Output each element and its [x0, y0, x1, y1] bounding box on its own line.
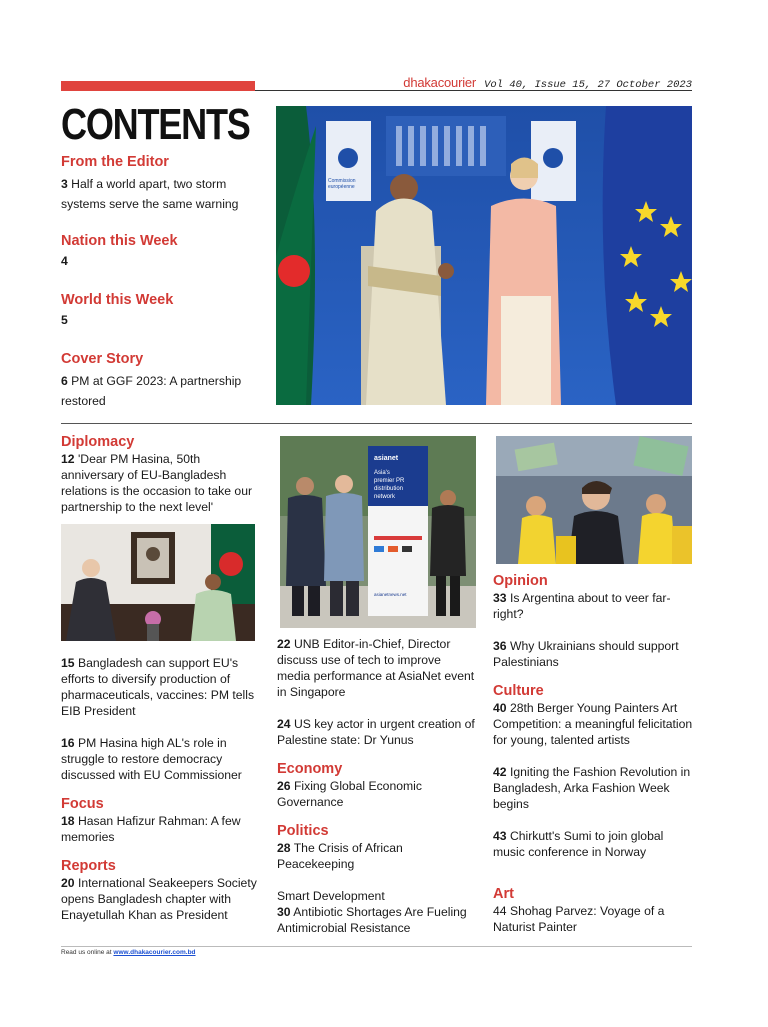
section-culture — [493, 682, 693, 860]
entry-20[interactable] — [61, 875, 261, 923]
page-number: 33 — [493, 591, 507, 605]
page-number: 4 — [61, 254, 68, 268]
entry-text: Bangladesh can support EU's efforts to diversify production of pharmaceuticals, vaccines: PM tells EIB President — [61, 656, 255, 718]
cover-photo — [276, 106, 692, 405]
entry-text: Hasan Hafizur Rahman: A few memories — [61, 814, 241, 844]
entry-24[interactable] — [277, 716, 477, 748]
entry-3[interactable] — [61, 174, 266, 214]
section-opinion — [493, 572, 693, 670]
banner-line: Asia's — [374, 470, 390, 476]
section-world-this-week — [61, 291, 266, 328]
page-number: 24 — [277, 717, 291, 731]
page-number: 30 — [277, 905, 291, 919]
entry-18[interactable] — [61, 813, 261, 845]
section-title: Culture — [493, 683, 544, 699]
entry-5[interactable] — [61, 312, 266, 328]
section-reports — [61, 857, 261, 923]
section-cover-story — [61, 350, 266, 411]
entry-4[interactable] — [61, 253, 266, 269]
entry-22[interactable] — [277, 636, 477, 700]
page-number: 12 — [61, 452, 75, 466]
entry-42[interactable] — [493, 764, 693, 812]
page-title: CONTENTS — [61, 100, 250, 149]
section-title: Art — [493, 886, 514, 902]
entry-44[interactable]: 44 Shohag Parvez: Voyage of a Naturist Painter — [493, 904, 665, 934]
page-number: 28 — [277, 841, 291, 855]
section-title: Opinion — [493, 573, 548, 589]
footer — [61, 949, 196, 956]
asianet-photo — [280, 436, 476, 628]
website-link[interactable]: www.dhakacourier.com.bd — [113, 949, 196, 956]
banner-url: asianetnews.net — [374, 592, 407, 597]
footer-rule — [61, 946, 692, 947]
entry-text: Is Argentina about to veer far-right? — [493, 591, 671, 621]
section-divider — [61, 423, 692, 424]
page-number: 5 — [61, 313, 68, 327]
entry-36[interactable] — [493, 638, 693, 670]
entry-43[interactable] — [493, 828, 693, 860]
diplomacy-photo — [61, 524, 255, 641]
page-number: 43 — [493, 829, 507, 843]
entry-40[interactable] — [493, 700, 693, 748]
section-title: Politics — [277, 823, 329, 839]
entry-12[interactable] — [61, 451, 261, 515]
entry-text: Half a world apart, two storm systems serve the same warning — [61, 177, 239, 211]
panel-label: Commission — [328, 178, 356, 184]
entry-28[interactable] — [277, 840, 477, 872]
entry-text: Antibiotic Shortages Are Fueling Antimicrobial Resistance — [277, 905, 467, 935]
issue-info: Vol 40, Issue 15, 27 October 2023 — [484, 79, 692, 91]
section-diplomacy — [61, 433, 261, 515]
entries-eib — [61, 655, 261, 783]
section-title: From the Editor — [61, 154, 169, 170]
banner-line: distribution — [374, 486, 404, 492]
entry-text: Why Ukrainians should support Palestinians — [493, 639, 679, 669]
section-title: Cover Story — [61, 351, 144, 367]
banner-line: premier PR — [374, 478, 405, 484]
smart-development-label: Smart Development — [277, 889, 385, 903]
header-accent-bar — [61, 81, 255, 91]
page-number: 15 — [61, 656, 75, 670]
page-number: 26 — [277, 779, 291, 793]
footer-prefix: Read us online at — [61, 949, 114, 956]
entry-15[interactable] — [61, 655, 261, 719]
page-number: 36 — [493, 639, 507, 653]
page-number: 22 — [277, 637, 291, 651]
entry-text: PM Hasina high AL's role in struggle to restore democracy discussed with EU Commissioner — [61, 736, 242, 782]
entry-text: PM at GGF 2023: A partnership restored — [61, 374, 242, 408]
entry-text: US key actor in urgent creation of Palestine state: Dr Yunus — [277, 717, 475, 747]
brand-logo — [403, 75, 476, 90]
entry-16[interactable] — [61, 735, 261, 783]
panel-label: européenne — [328, 184, 355, 190]
masthead — [403, 75, 692, 91]
section-from-the-editor — [61, 153, 266, 214]
section-politics — [277, 822, 477, 936]
banner-brand: asianet — [374, 455, 399, 462]
entry-26[interactable] — [277, 778, 477, 810]
entries-col2 — [277, 636, 477, 748]
entry-text: 28th Berger Young Painters Art Competition: a meaningful felicitation for young, talented artists — [493, 701, 693, 747]
page-number: 42 — [493, 765, 507, 779]
section-economy — [277, 760, 477, 810]
page-number: 3 — [61, 177, 68, 191]
entry-text: The Crisis of African Peacekeeping — [277, 841, 403, 871]
entry-text: Igniting the Fashion Revolution in Bangladesh, Arka Fashion Week begins — [493, 765, 691, 811]
section-title: Diplomacy — [61, 434, 135, 450]
section-nation-this-week — [61, 232, 266, 269]
section-focus — [61, 795, 261, 845]
brand-tail: courier — [437, 75, 477, 90]
section-title: Nation this Week — [61, 233, 178, 249]
entry-text: Fixing Global Economic Governance — [277, 779, 422, 809]
section-title: Focus — [61, 796, 104, 812]
section-title: World this Week — [61, 292, 174, 308]
entry-6[interactable] — [61, 371, 266, 411]
entry-30[interactable] — [277, 904, 477, 936]
entry-text: International Seakeepers Society opens Bangladesh chapter with Enayetullah Khan as President — [61, 876, 257, 922]
argentina-photo — [496, 436, 692, 564]
entry-text: 'Dear PM Hasina, 50th anniversary of EU-Bangladesh relations is the occasion to take our partnership to the next level' — [61, 452, 253, 514]
section-title: Economy — [277, 761, 343, 777]
page-number: 20 — [61, 876, 75, 890]
page-number: 18 — [61, 814, 75, 828]
page-number: 40 — [493, 701, 507, 715]
page-number: 6 — [61, 374, 68, 388]
section-title: Reports — [61, 858, 116, 874]
entry-33[interactable] — [493, 590, 693, 622]
entry-text: UNB Editor-in-Chief, Director discuss use of tech to improve media performance at AsiaNet event in Singapore — [277, 637, 475, 699]
brand-main: dhaka — [403, 75, 438, 90]
entry-text: Chirkutt's Sumi to join global music conference in Norway — [493, 829, 664, 859]
banner-line: network — [374, 494, 396, 500]
section-art — [493, 885, 693, 935]
page-number: 16 — [61, 736, 75, 750]
